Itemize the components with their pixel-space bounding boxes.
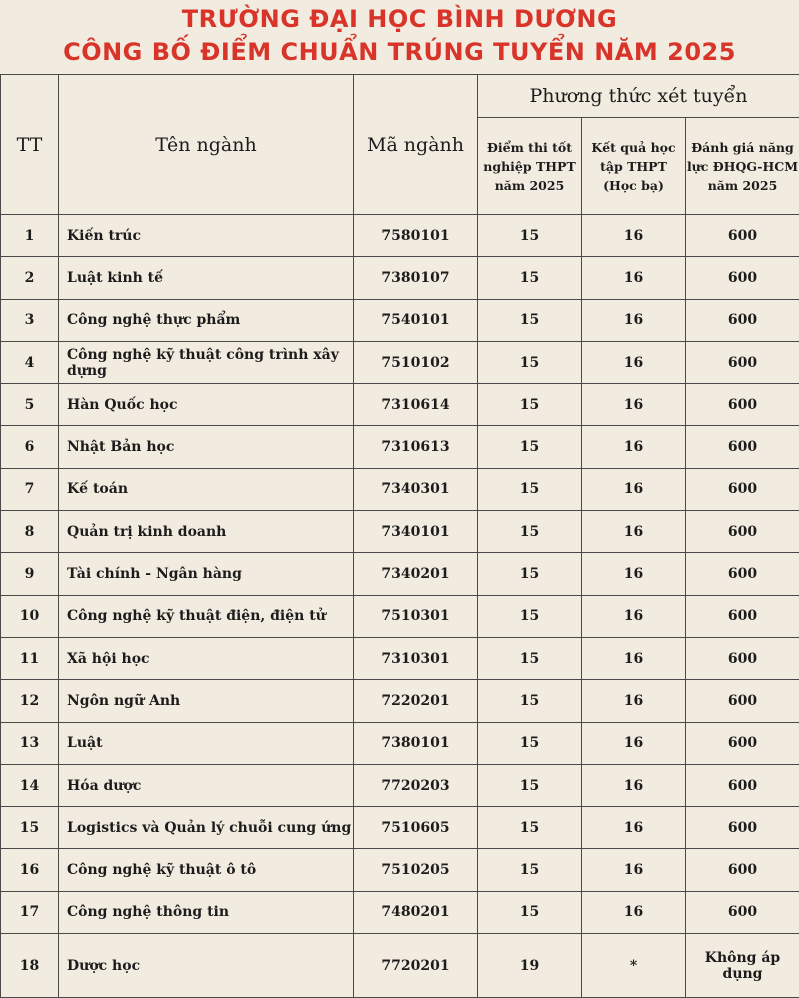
row-major-code: 7510301 [354,595,478,637]
row-score-dgnl: 600 [686,722,799,764]
row-major-code: 7510205 [354,849,478,891]
table-row [1,384,799,426]
header-major-name: Tên ngành [59,75,354,215]
table-row [1,468,799,510]
row-tt: 17 [1,891,59,933]
row-tt: 8 [1,511,59,553]
row-major-name: Công nghệ thực phẩm [59,299,354,341]
row-major-name: Luật [59,722,354,764]
row-score-dgnl: 600 [686,257,799,299]
row-score-dgnl: 600 [686,807,799,849]
row-tt: 10 [1,595,59,637]
row-score-thpt: 15 [478,299,582,341]
row-major-name: Kiến trúc [59,215,354,257]
row-score-thpt: 15 [478,511,582,553]
row-score-hocba: 16 [582,511,686,553]
row-major-code: 7720201 [354,934,478,998]
row-score-thpt: 15 [478,849,582,891]
row-score-thpt: 15 [478,553,582,595]
row-major-code: 7540101 [354,299,478,341]
table-row [1,553,799,595]
row-score-hocba: 16 [582,299,686,341]
row-score-dgnl: 600 [686,637,799,679]
row-tt: 7 [1,468,59,510]
row-score-hocba: 16 [582,764,686,806]
table-row [1,257,799,299]
row-score-dgnl: 600 [686,468,799,510]
row-tt: 12 [1,680,59,722]
row-major-code: 7310301 [354,637,478,679]
row-score-hocba: 16 [582,807,686,849]
row-major-name: Xã hội học [59,637,354,679]
row-major-name: Logistics và Quản lý chuỗi cung ứng [59,807,354,849]
row-tt: 15 [1,807,59,849]
row-score-hocba: 16 [582,680,686,722]
row-score-thpt: 15 [478,468,582,510]
row-tt: 5 [1,384,59,426]
row-score-hocba: 16 [582,722,686,764]
table-row [1,215,799,257]
row-score-hocba: 16 [582,849,686,891]
row-major-code: 7340301 [354,468,478,510]
row-score-dgnl: 600 [686,891,799,933]
row-score-thpt: 15 [478,637,582,679]
row-score-dgnl: 600 [686,299,799,341]
row-major-code: 7220201 [354,680,478,722]
row-major-name: Dược học [59,934,354,998]
row-tt: 18 [1,934,59,998]
table-row [1,849,799,891]
row-score-hocba: * [582,934,686,998]
row-major-name: Công nghệ kỹ thuật ô tô [59,849,354,891]
row-score-thpt: 15 [478,426,582,468]
row-score-dgnl: 600 [686,764,799,806]
table-body [1,215,799,998]
header-admission-methods: Phương thức xét tuyển [478,75,799,118]
row-score-thpt: 15 [478,215,582,257]
table-row [1,426,799,468]
row-major-name: Kế toán [59,468,354,510]
row-major-name: Hóa dược [59,764,354,806]
row-major-name: Quản trị kinh doanh [59,511,354,553]
row-score-hocba: 16 [582,257,686,299]
table-row [1,595,799,637]
table-row [1,934,799,998]
row-major-code: 7340101 [354,511,478,553]
row-major-code: 7380101 [354,722,478,764]
row-tt: 14 [1,764,59,806]
row-major-code: 7720203 [354,764,478,806]
row-score-thpt: 15 [478,257,582,299]
table-row [1,764,799,806]
row-score-dgnl: 600 [686,511,799,553]
row-score-thpt: 15 [478,807,582,849]
header-tt: TT [1,75,59,215]
row-score-thpt: 15 [478,341,582,383]
table-row [1,722,799,764]
page-title: TRƯỜNG ĐẠI HỌC BÌNH DƯƠNG [0,0,799,36]
header-major-code: Mã ngành [354,75,478,215]
row-score-dgnl: 600 [686,849,799,891]
row-score-thpt: 15 [478,680,582,722]
row-major-code: 7510605 [354,807,478,849]
row-major-code: 7310614 [354,384,478,426]
row-major-code: 7310613 [354,426,478,468]
row-score-thpt: 15 [478,595,582,637]
row-major-code: 7340201 [354,553,478,595]
row-tt: 16 [1,849,59,891]
row-major-name: Công nghệ thông tin [59,891,354,933]
row-score-thpt: 15 [478,891,582,933]
table-row [1,299,799,341]
row-major-code: 7580101 [354,215,478,257]
row-tt: 13 [1,722,59,764]
row-tt: 9 [1,553,59,595]
row-score-dgnl: 600 [686,215,799,257]
row-score-hocba: 16 [582,426,686,468]
row-score-dgnl: 600 [686,595,799,637]
row-score-thpt: 15 [478,764,582,806]
table-row [1,807,799,849]
row-score-thpt: 19 [478,934,582,998]
row-score-hocba: 16 [582,384,686,426]
page-header [0,0,799,74]
row-score-dgnl: 600 [686,341,799,383]
table-row [1,680,799,722]
row-major-code: 7480201 [354,891,478,933]
row-tt: 11 [1,637,59,679]
row-score-dgnl: 600 [686,553,799,595]
row-score-hocba: 16 [582,341,686,383]
table-row [1,341,799,383]
row-major-name: Công nghệ kỹ thuật công trình xây dựng [59,341,354,383]
page-subtitle: CÔNG BỐ ĐIỂM CHUẨN TRÚNG TUYỂN NĂM 2025 [0,36,799,69]
row-score-hocba: 16 [582,891,686,933]
row-major-code: 7380107 [354,257,478,299]
row-major-name: Hàn Quốc học [59,384,354,426]
row-score-hocba: 16 [582,553,686,595]
row-major-name: Tài chính - Ngân hàng [59,553,354,595]
row-tt: 2 [1,257,59,299]
row-major-name: Ngôn ngữ Anh [59,680,354,722]
table-row [1,511,799,553]
row-score-dgnl: 600 [686,384,799,426]
table-row [1,891,799,933]
header-method-hocba: Kết quả học tập THPT (Học bạ) [582,118,686,215]
row-tt: 3 [1,299,59,341]
row-tt: 1 [1,215,59,257]
row-tt: 4 [1,341,59,383]
row-major-name: Nhật Bản học [59,426,354,468]
table-row [1,637,799,679]
header-method-dgnl: Đánh giá năng lực ĐHQG-HCM năm 2025 [686,118,799,215]
row-score-dgnl: 600 [686,426,799,468]
row-score-dgnl: Không áp dụng [686,934,799,998]
header-method-thpt: Điểm thi tốt nghiệp THPT năm 2025 [478,118,582,215]
row-score-hocba: 16 [582,595,686,637]
row-score-hocba: 16 [582,637,686,679]
row-score-hocba: 16 [582,215,686,257]
admission-score-table [0,74,799,998]
row-score-hocba: 16 [582,468,686,510]
row-major-code: 7510102 [354,341,478,383]
row-tt: 6 [1,426,59,468]
row-major-name: Công nghệ kỹ thuật điện, điện tử [59,595,354,637]
row-score-thpt: 15 [478,384,582,426]
row-major-name: Luật kinh tế [59,257,354,299]
row-score-thpt: 15 [478,722,582,764]
row-score-dgnl: 600 [686,680,799,722]
